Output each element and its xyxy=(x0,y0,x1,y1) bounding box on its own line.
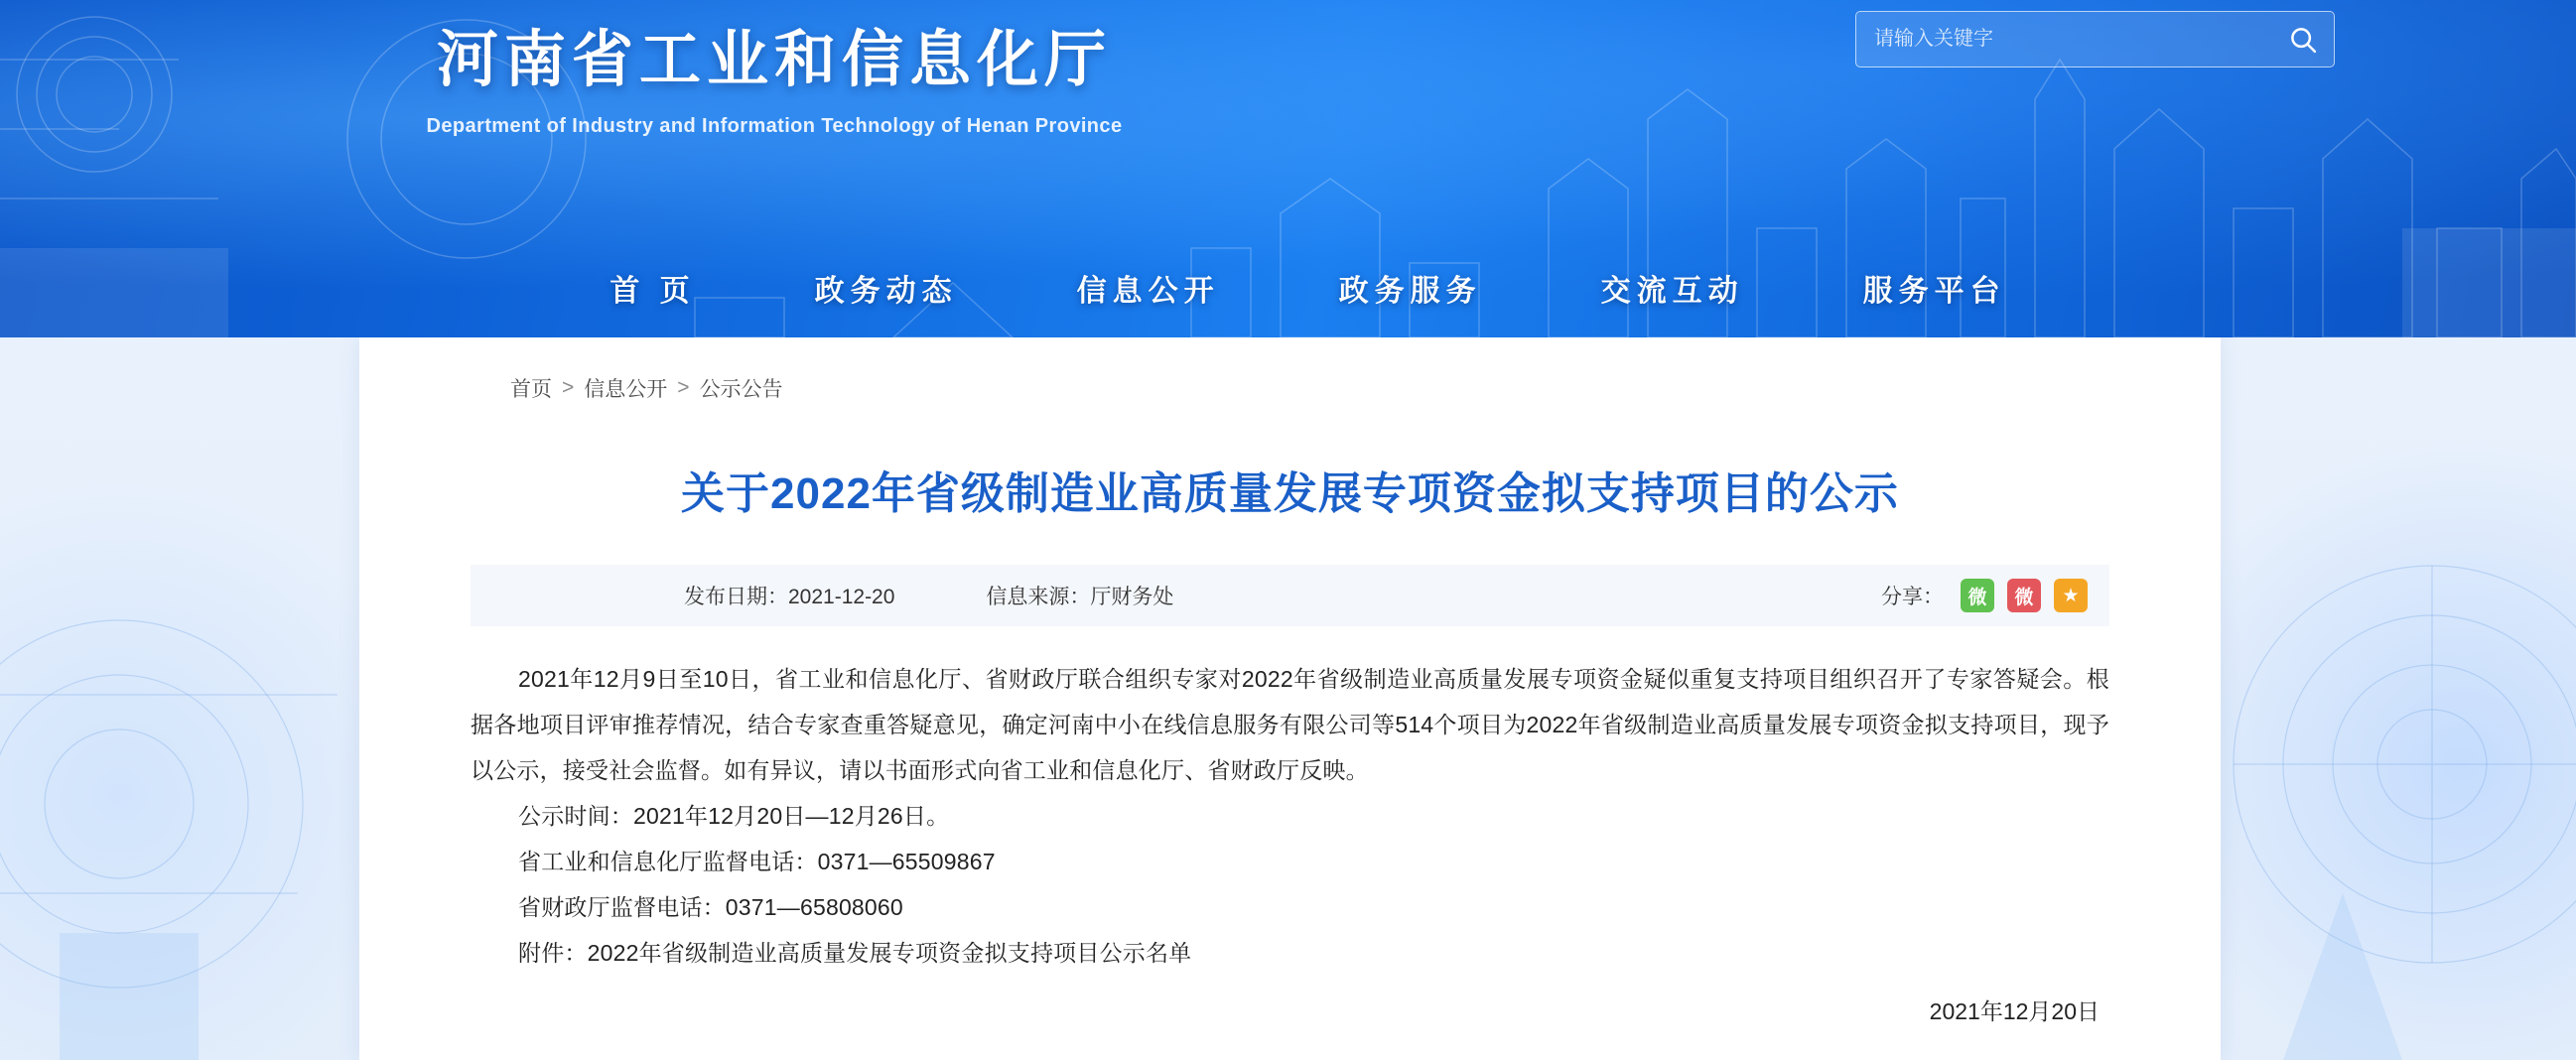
information-source: 信息来源：厅财务处 xyxy=(986,586,1174,609)
breadcrumb-item-announcements[interactable]: 公示公告 xyxy=(699,378,783,401)
breadcrumb xyxy=(359,337,2221,403)
wechat-icon[interactable]: 微 xyxy=(1961,579,1994,612)
nav-item-disclosure[interactable]: 信息公开 xyxy=(1076,275,1220,308)
breadcrumb-item-disclosure[interactable]: 信息公开 xyxy=(584,378,668,401)
search-icon xyxy=(2288,25,2318,55)
main-nav xyxy=(0,266,2576,310)
nav-item-platform[interactable]: 服务平台 xyxy=(1862,275,2006,308)
article-body xyxy=(471,656,2109,976)
site-title-block xyxy=(347,22,1201,138)
page-title: 关于2022年省级制造业高质量发展专项资金拟支持项目的公示 xyxy=(681,469,1899,518)
article-paragraph: 公示时间：2021年12月20日—12月26日。 xyxy=(518,803,950,830)
nav-item-interaction[interactable]: 交流互动 xyxy=(1600,275,1744,308)
site-subtitle: Department of Industry and Information Technology of Henan Province xyxy=(426,114,1123,137)
share-label: 分享： xyxy=(1881,586,1944,609)
article-paragraph: 省财政厅监督电话：0371—65808060 xyxy=(518,894,903,921)
article xyxy=(359,464,2221,1026)
publish-date: 发布日期：2021-12-20 xyxy=(684,586,895,609)
article-meta-bar xyxy=(471,565,2109,626)
article-card xyxy=(359,337,2221,1060)
sign-date: 2021年12月20日 xyxy=(1929,998,2100,1025)
breadcrumb-item-home[interactable]: 首页 xyxy=(510,378,552,401)
breadcrumb-separator: > xyxy=(677,376,690,399)
breadcrumb-separator: > xyxy=(562,376,575,399)
page-background xyxy=(0,337,2576,1060)
weibo-icon[interactable]: 微 xyxy=(2007,579,2041,612)
article-paragraph: 2021年12月9日至10日，省工业和信息化厅、省财政厅联合组织专家对2022年省级制造业高质量发展专项资金疑似重复支持项目组织召开了专家答疑会。根据各地项目评审推荐情况，结合专家查重答疑意见，确定河南中小在线信息服务有限公司等514个项目为2022年省级制造业高质量发展专项资金拟支持项目，现予以公示，接受社会监督。如有异议，请以书面形式向省工业和信息化厅、省财政厅反映。 xyxy=(471,666,2109,784)
article-attachment: 附件：2022年省级制造业高质量发展专项资金拟支持项目公示名单 xyxy=(518,940,1192,967)
site-title: 河南省工业和信息化厅 xyxy=(436,26,1112,94)
nav-item-news[interactable]: 政务动态 xyxy=(814,275,958,308)
search-input[interactable] xyxy=(1856,12,2272,66)
nav-item-services[interactable]: 政务服务 xyxy=(1338,275,1482,308)
share-group xyxy=(1881,579,2088,612)
site-header xyxy=(0,0,2576,337)
search-box[interactable] xyxy=(1855,11,2335,67)
search-button[interactable] xyxy=(2272,12,2334,66)
article-paragraph: 省工业和信息化厅监督电话：0371—65509867 xyxy=(518,849,996,875)
nav-item-home[interactable]: 首 页 xyxy=(610,275,696,308)
favorite-icon[interactable]: ★ xyxy=(2054,579,2088,612)
